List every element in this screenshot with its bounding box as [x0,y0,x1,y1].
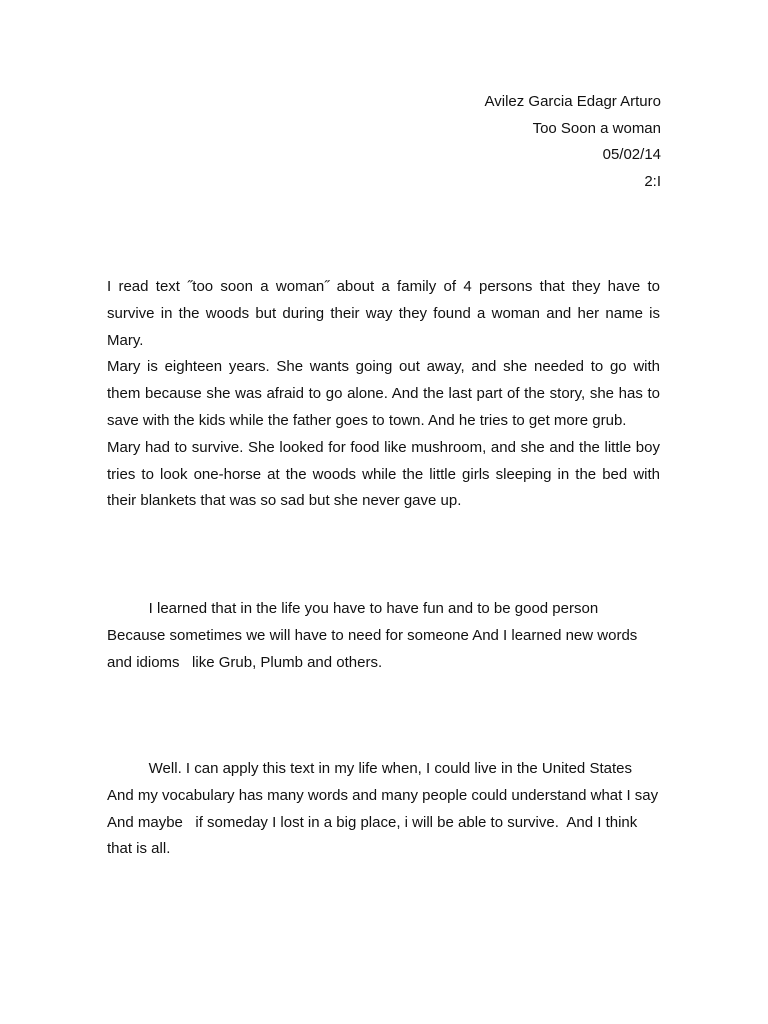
paragraph-line: I learned that in the life you have to have fun and to be good person [107,600,599,617]
paragraph-line: that is all. [107,840,171,858]
class-group: 2:I [644,172,661,190]
paragraph-line: and idioms like Grub, Plumb and others. [107,653,383,671]
paragraph-line: save with the kids while the father goes to town. And he tries to get more grub. [107,411,627,429]
paragraph-summary [107,274,660,515]
paragraph-line: their blankets that was so sad but she never gave up. [107,492,462,510]
paragraph-learned [107,596,660,676]
paragraph-line: Mary. [107,331,144,349]
paragraph-line: Because sometimes we will have to need for someone And I learned new words [107,626,638,644]
document-date: 05/02/14 [602,146,661,164]
paragraph-line: Well. I can apply this text in my life when, I could live in the United States [107,760,632,777]
paragraph-line: And my vocabulary has many words and many people could understand what I say [107,786,659,804]
document-title: Too Soon a woman [532,119,661,137]
paragraph-line: survive in the woods but during their way they found a woman and her name is [107,304,660,322]
paragraph-line: I read text ˝too soon a woman˝ about a family of 4 persons that they have to [107,278,660,295]
document-header [485,89,661,195]
paragraph-line: them because she was afraid to go alone. And the last part of the story, she has to [107,385,660,403]
author-name: Avilez Garcia Edagr Arturo [484,93,661,110]
paragraph-apply [107,756,660,863]
paragraph-line: Mary is eighteen years. She wants going out away, and she needed to go with [107,358,660,376]
paragraph-line: Mary had to survive. She looked for food like mushroom, and she and the little boy [107,438,660,456]
paragraph-line: tries to look one-horse at the woods while the little girls sleeping in the bed with [107,465,660,483]
paragraph-line: And maybe if someday I lost in a big place, i will be able to survive. And I think [107,813,638,831]
